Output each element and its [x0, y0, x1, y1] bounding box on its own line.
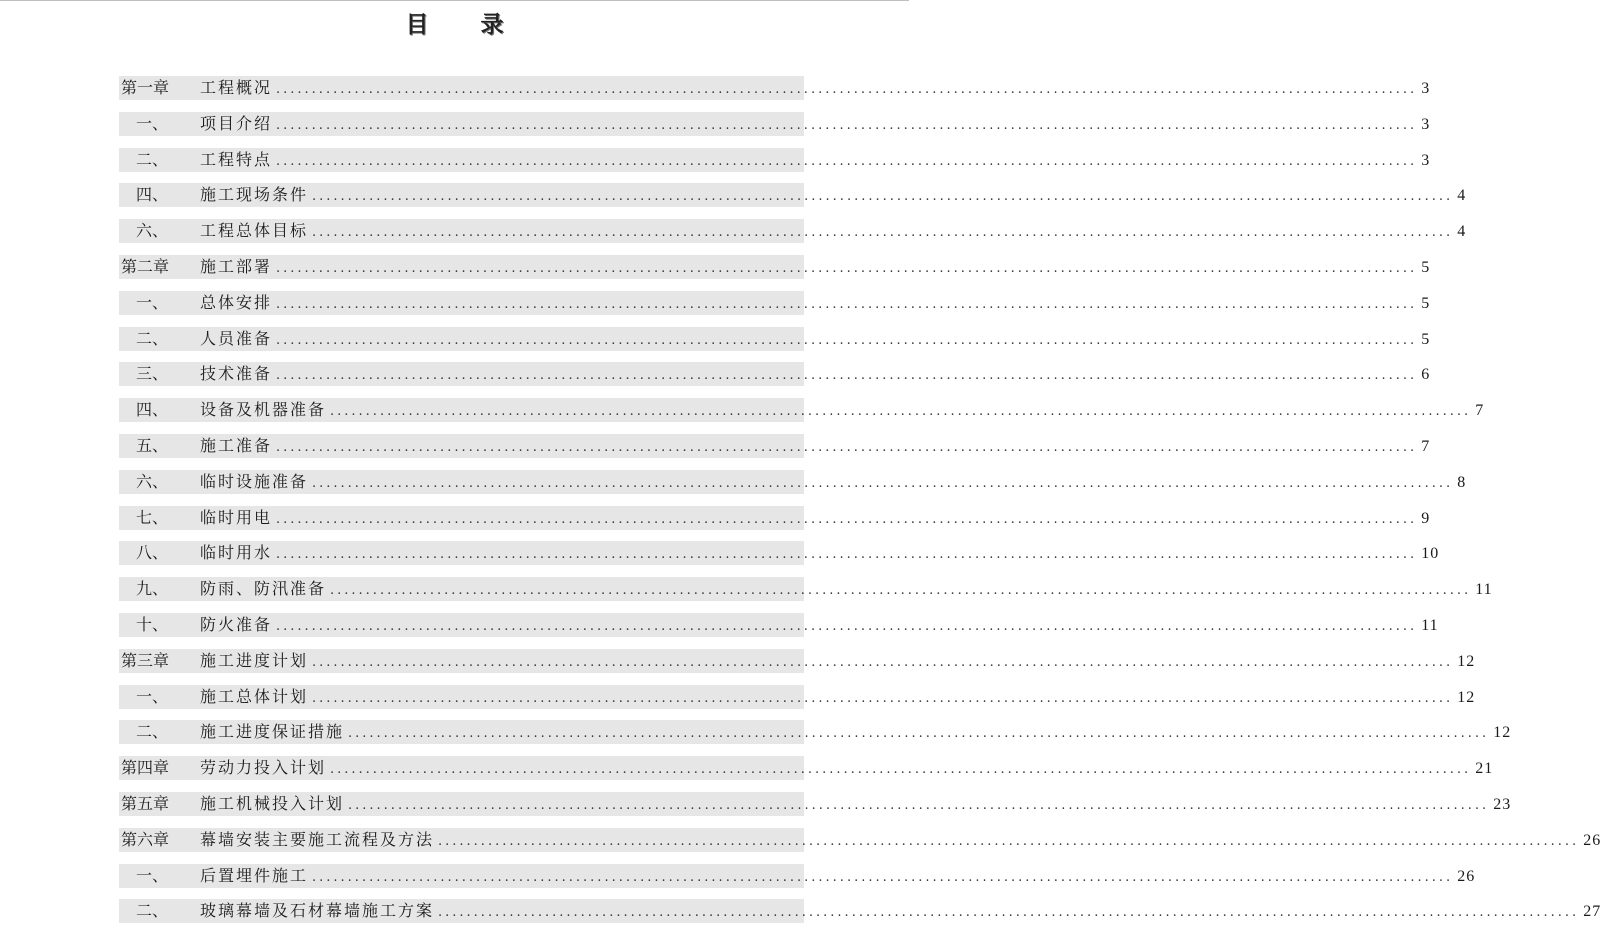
toc-entry-number: 六、 [136, 221, 169, 241]
toc-entry-page-number: 27 [1583, 903, 1601, 921]
toc-entry-number: 第四章 [121, 758, 170, 778]
toc-section-entry[interactable] [119, 541, 1440, 565]
toc-entry-title: 工程概况 [200, 78, 273, 97]
dot-leader: ................................................................................................................................................................ [276, 618, 1418, 634]
toc-entry-title: 防雨、防汛准备 [200, 579, 327, 599]
toc-entry-page-number: 5 [1421, 294, 1431, 312]
document-title: 目录 [405, 11, 556, 38]
toc-entry-number: 二、 [136, 901, 169, 921]
toc-entry-number: 第六章 [121, 829, 170, 849]
toc-entry-page-number: 23 [1493, 795, 1512, 813]
toc-entry-line [200, 649, 1476, 675]
toc-entry-number: 四、 [136, 400, 169, 420]
toc-section-entry[interactable] [119, 470, 1467, 494]
toc-section-entry[interactable] [119, 291, 1431, 315]
toc-entry-page-number: 4 [1457, 187, 1467, 205]
dot-leader: ................................................................................................................................................................ [276, 332, 1418, 348]
toc-entry-line [200, 756, 1494, 782]
dot-leader: ................................................................................................................................................................ [312, 690, 1454, 706]
toc-entry-line [200, 506, 1431, 532]
toc-entry-line [200, 398, 1485, 424]
toc-entry-line [200, 327, 1431, 353]
toc-entry-number: 二、 [136, 328, 169, 348]
dot-leader: ................................................................................................................................................................ [276, 547, 1418, 563]
toc-section-entry[interactable] [119, 506, 1431, 530]
dot-leader: ................................................................................................................................................................ [276, 511, 1418, 527]
toc-entry-page-number: 3 [1421, 151, 1431, 169]
toc-entry-line [200, 720, 1512, 746]
toc-entry-page-number: 3 [1421, 80, 1431, 97]
dot-leader: ................................................................................................................................................................ [438, 905, 1580, 921]
toc-entry-number: 五、 [136, 435, 169, 455]
top-rule [0, 0, 909, 1]
toc-entry-page-number: 21 [1475, 760, 1494, 778]
toc-entry-number: 二、 [136, 149, 169, 169]
toc-entry-title: 施工机械投入计划 [200, 793, 345, 813]
toc-entry-page-number: 5 [1421, 330, 1431, 348]
toc-entry-title: 临时用水 [200, 543, 273, 563]
toc-chapter-entry[interactable] [119, 255, 1431, 279]
toc-entry-page-number: 7 [1475, 402, 1485, 420]
dot-leader: ................................................................................................................................................................ [312, 189, 1454, 205]
toc-entry-page-number: 3 [1421, 115, 1431, 133]
toc-section-entry[interactable] [119, 434, 1431, 458]
dot-leader: ................................................................................................................................................................ [276, 296, 1418, 312]
toc-entry-line [200, 541, 1440, 567]
toc-entry-number: 一、 [136, 292, 169, 312]
toc-entry-title: 防火准备 [200, 614, 273, 634]
toc-entry-title: 后置埋件施工 [200, 865, 309, 885]
toc-entry-number: 六、 [136, 471, 169, 491]
toc-chapter-entry[interactable] [119, 792, 1512, 816]
toc-entry-page-number: 10 [1421, 545, 1440, 563]
toc-entry-title: 项目介绍 [200, 113, 273, 133]
toc-chapter-entry[interactable] [119, 756, 1494, 780]
toc-entry-line [200, 577, 1493, 603]
dot-leader: ................................................................................................................................................................ [312, 869, 1454, 885]
toc-entry-page-number: 26 [1457, 867, 1476, 885]
toc-entry-line [200, 183, 1467, 209]
toc-entry-title: 玻璃幕墙及石材幕墙施工方案 [200, 901, 435, 921]
toc-entry-line [200, 362, 1431, 388]
toc-entry-title: 临时设施准备 [200, 471, 309, 491]
toc-entry-number: 第三章 [121, 650, 170, 670]
toc-entry-line [200, 613, 1439, 639]
toc-entry-line [200, 828, 1601, 854]
toc-entry-line [200, 899, 1601, 925]
toc-entry-number: 三、 [136, 364, 169, 384]
toc-entry-page-number: 4 [1457, 223, 1467, 241]
toc-entry-page-number: 12 [1493, 724, 1512, 742]
toc-section-entry[interactable] [119, 327, 1431, 351]
toc-entry-line [200, 864, 1476, 890]
dot-leader: ................................................................................................................................................................ [438, 833, 1580, 849]
toc-entry-line [200, 148, 1431, 174]
toc-entry-page-number: 11 [1475, 581, 1493, 599]
toc-section-entry[interactable] [119, 899, 1601, 923]
toc-entry-page-number: 26 [1583, 831, 1601, 849]
toc-entry-number: 第五章 [121, 793, 170, 813]
toc-entry-title: 临时用电 [200, 507, 273, 527]
toc-entry-title: 人员准备 [200, 328, 273, 348]
dot-leader: ................................................................................................................................................................ [312, 225, 1454, 241]
dot-leader: ................................................................................................................................................................ [330, 762, 1472, 778]
dot-leader: ................................................................................................................................................................ [276, 153, 1418, 169]
toc-section-entry[interactable] [119, 148, 1431, 172]
dot-leader: ................................................................................................................................................................ [276, 82, 1418, 97]
toc-entry-title: 施工进度计划 [200, 650, 309, 670]
toc-section-entry[interactable] [119, 613, 1439, 637]
dot-leader: ................................................................................................................................................................ [348, 797, 1490, 813]
toc-entry-number: 九、 [136, 579, 169, 599]
toc-entry-title: 设备及机器准备 [200, 400, 327, 420]
toc-chapter-entry[interactable] [119, 649, 1476, 673]
toc-entry-line [200, 219, 1467, 245]
dot-leader: ................................................................................................................................................................ [276, 368, 1418, 384]
toc-entry-title: 施工进度保证措施 [200, 722, 345, 742]
toc-chapter-entry[interactable] [119, 828, 1601, 852]
toc-entry-title: 施工总体计划 [200, 686, 309, 706]
toc-entry-title: 施工部署 [200, 256, 273, 276]
toc-entry-number: 二、 [136, 722, 169, 742]
toc-section-entry[interactable] [119, 577, 1493, 601]
toc-entry-number: 十、 [136, 614, 169, 634]
toc-entry-page-number: 12 [1457, 652, 1476, 670]
dot-leader: ................................................................................................................................................................ [276, 117, 1418, 133]
dot-leader: ................................................................................................................................................................ [312, 475, 1454, 491]
toc-section-entry[interactable] [119, 864, 1476, 888]
toc-entry-line [200, 112, 1431, 138]
toc-entry-title: 幕墙安装主要施工流程及方法 [200, 829, 435, 849]
dot-leader: ................................................................................................................................................................ [312, 654, 1454, 670]
toc-section-entry[interactable] [119, 183, 1467, 207]
toc-entry-number: 四、 [136, 185, 169, 205]
table-of-contents [119, 76, 1601, 935]
toc-section-entry[interactable] [119, 685, 1476, 709]
toc-entry-line [200, 470, 1467, 496]
toc-entry-title: 施工准备 [200, 435, 273, 455]
toc-entry-line [200, 76, 1431, 102]
toc-chapter-entry[interactable] [119, 76, 1431, 100]
toc-entry-line [200, 685, 1476, 711]
dot-leader: ................................................................................................................................................................ [276, 439, 1418, 455]
dot-leader: ................................................................................................................................................................ [330, 404, 1472, 420]
toc-entry-line [200, 255, 1431, 281]
toc-entry-page-number: 9 [1421, 509, 1431, 527]
toc-entry-title: 工程特点 [200, 149, 273, 169]
toc-section-entry[interactable] [119, 398, 1485, 422]
toc-section-entry[interactable] [119, 720, 1512, 744]
toc-entry-line [200, 792, 1512, 818]
toc-entry-page-number: 8 [1457, 473, 1467, 491]
toc-entry-page-number: 11 [1421, 616, 1439, 634]
toc-entry-line [200, 291, 1431, 317]
toc-entry-title: 劳动力投入计划 [200, 758, 327, 778]
toc-entry-page-number: 7 [1421, 437, 1431, 455]
toc-entry-title: 技术准备 [200, 364, 273, 384]
toc-entry-title: 施工现场条件 [200, 185, 309, 205]
toc-entry-line [200, 434, 1431, 460]
toc-entry-title: 工程总体目标 [200, 221, 309, 241]
toc-section-entry[interactable] [119, 112, 1431, 136]
toc-section-entry[interactable] [119, 362, 1431, 386]
toc-section-entry[interactable] [119, 219, 1467, 243]
dot-leader: ................................................................................................................................................................ [348, 726, 1490, 742]
toc-entry-page-number: 6 [1421, 366, 1431, 384]
dot-leader: ................................................................................................................................................................ [330, 583, 1472, 599]
toc-entry-number: 八、 [136, 543, 169, 563]
toc-entry-number: 一、 [136, 686, 169, 706]
toc-entry-title: 总体安排 [200, 292, 273, 312]
toc-entry-number: 一、 [136, 113, 169, 133]
toc-entry-number: 一、 [136, 865, 169, 885]
dot-leader: ................................................................................................................................................................ [276, 260, 1418, 276]
toc-entry-number: 第一章 [121, 78, 170, 97]
toc-entry-number: 七、 [136, 507, 169, 527]
toc-entry-page-number: 5 [1421, 258, 1431, 276]
toc-entry-page-number: 12 [1457, 688, 1476, 706]
toc-entry-number: 第二章 [121, 256, 170, 276]
